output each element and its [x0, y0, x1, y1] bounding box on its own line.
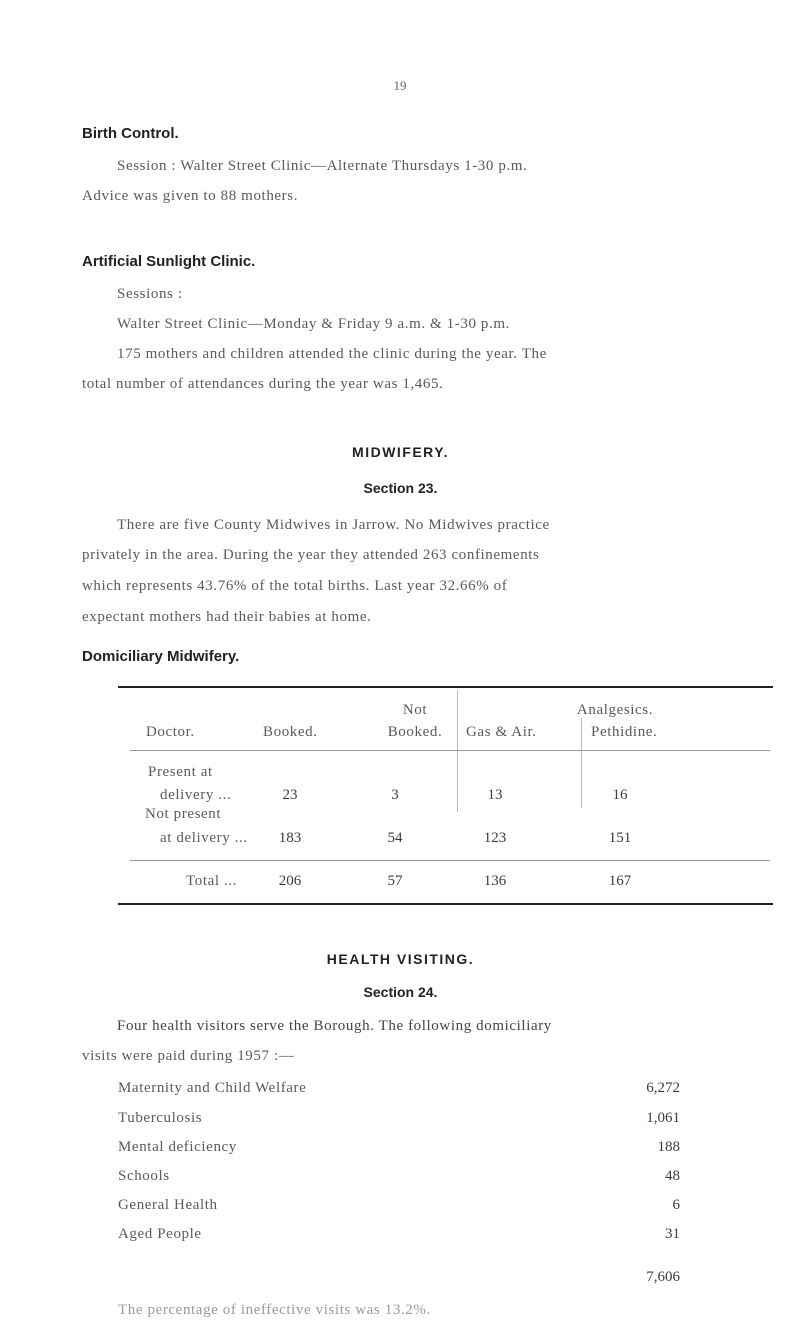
sunlight-heading: Artificial Sunlight Clinic.	[82, 253, 256, 270]
col-header-analgesics: Analgesics.	[576, 702, 654, 718]
visits-total: 7,606	[646, 1269, 680, 1285]
midwifery-line-2: privately in the area. During the year they attended 263 confinements	[82, 547, 540, 563]
sunlight-sessions: Walter Street Clinic—Monday & Friday 9 a.m. & 1-30 p.m.	[117, 316, 510, 332]
visit-label: General Health	[118, 1197, 218, 1213]
col-header-gas-air: Gas & Air.	[466, 724, 537, 740]
page-number: 19	[393, 78, 407, 93]
row-label: delivery ...	[160, 787, 232, 803]
midwifery-line-1: There are five County Midwives in Jarrow. No Midwives practice	[117, 517, 550, 533]
table-cell: 23	[282, 787, 298, 803]
total-cell: 167	[608, 873, 632, 889]
birth-control-session: Session : Walter Street Clinic—Alternate Thursdays 1-30 p.m.	[117, 158, 528, 174]
sunlight-total: total number of attendances during the year was 1,465.	[82, 376, 444, 392]
total-cell: 57	[387, 873, 403, 889]
visit-label: Maternity and Child Welfare	[118, 1080, 307, 1096]
sunlight-attended: 175 mothers and children attended the clinic during the year. The	[117, 346, 547, 362]
total-label: Total ...	[186, 873, 238, 889]
visit-value: 6,272	[646, 1080, 680, 1096]
col-header-not-1: Not	[402, 702, 428, 718]
visit-label: Aged People	[118, 1226, 202, 1242]
health-visiting-line-1: Four health visitors serve the Borough. The following domiciliary	[117, 1018, 552, 1034]
table-cell: 3	[391, 787, 399, 803]
visit-value: 1,061	[646, 1110, 680, 1126]
total-rule	[130, 860, 770, 861]
birth-control-heading: Birth Control.	[82, 125, 179, 142]
table-cell: 54	[387, 830, 403, 846]
header-rule	[130, 750, 770, 751]
col-header-booked: Booked.	[263, 724, 318, 740]
sunlight-sessions-label: Sessions :	[117, 286, 183, 302]
midwifery-heading: MIDWIFERY.	[352, 444, 449, 460]
table-cell: 123	[483, 830, 507, 846]
health-visiting-heading: HEALTH VISITING.	[326, 951, 475, 967]
table-cell: 151	[608, 830, 632, 846]
ineffective-visits-note: The percentage of ineffective visits was 13.2%.	[118, 1302, 431, 1318]
col-header-pethidine: Pethidine.	[591, 724, 658, 740]
total-cell: 206	[278, 873, 302, 889]
table-bottom-rule	[118, 903, 773, 905]
table-cell: 16	[612, 787, 628, 803]
col-header-not-2: Booked.	[387, 724, 443, 740]
row-label: Present at	[148, 764, 213, 780]
visit-label: Mental deficiency	[118, 1139, 237, 1155]
total-cell: 136	[483, 873, 507, 889]
table-cell: 13	[487, 787, 503, 803]
domiciliary-heading: Domiciliary Midwifery.	[82, 648, 240, 665]
col-header-doctor: Doctor.	[146, 724, 195, 740]
health-visiting-line-2: visits were paid during 1957 :—	[82, 1048, 295, 1064]
visit-value: 6	[672, 1197, 680, 1213]
visit-label: Tuberculosis	[118, 1110, 203, 1126]
visit-label: Schools	[118, 1168, 170, 1184]
table-top-rule	[118, 686, 773, 688]
visit-value: 31	[665, 1226, 680, 1242]
midwifery-line-4: expectant mothers had their babies at home.	[82, 609, 372, 625]
visit-value: 48	[665, 1168, 680, 1184]
midwifery-line-3: which represents 43.76% of the total births. Last year 32.66% of	[82, 578, 508, 594]
row-label: Not present	[145, 806, 222, 822]
midwifery-section: Section 23.	[363, 480, 438, 496]
row-label: at delivery ...	[160, 830, 248, 846]
visit-value: 188	[657, 1139, 680, 1155]
health-visiting-section: Section 24.	[363, 984, 438, 1000]
table-cell: 183	[278, 830, 302, 846]
birth-control-advice: Advice was given to 88 mothers.	[82, 188, 299, 204]
